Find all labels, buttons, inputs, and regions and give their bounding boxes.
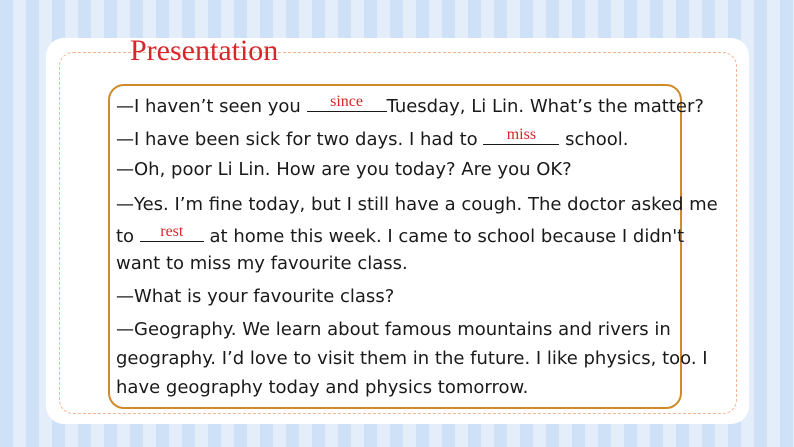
- line-5-text-before: to: [116, 226, 140, 247]
- dialogue-line-7: —What is your favourite class?: [116, 286, 395, 307]
- dialogue-line-5: [116, 221, 684, 250]
- line-1-text-after: Tuesday, Li Lin. What’s the matter?: [386, 96, 704, 117]
- dialogue-line-9: geography. I’d love to visit them in the future. I like physics, too. I: [116, 348, 708, 369]
- line-1-text-before: —I haven’t seen you: [116, 96, 307, 117]
- answer-miss: miss: [506, 126, 537, 143]
- line-2-text-before: —I have been sick for two days. I had to: [116, 129, 484, 150]
- dialogue-line-6: want to miss my favourite class.: [116, 253, 408, 274]
- dialogue-line-8: —Geography. We learn about famous mountains and rivers in: [116, 319, 671, 340]
- answer-since: since: [330, 93, 363, 110]
- dialogue-line-2: [116, 124, 629, 153]
- blank-3: [140, 221, 204, 242]
- answer-rest: rest: [160, 223, 184, 240]
- page-title: Presentation: [130, 34, 279, 67]
- dialogue-line-10: have geography today and physics tomorrow.: [116, 377, 529, 398]
- line-2-text-after: school.: [559, 129, 629, 150]
- dialogue-line-3: —Oh, poor Li Lin. How are you today? Are you OK?: [116, 159, 572, 180]
- dialogue-line-4: —Yes. I’m fine today, but I still have a cough. The doctor asked me: [116, 194, 718, 215]
- dialogue-line-1: [116, 91, 704, 120]
- blank-2: [483, 124, 559, 145]
- blank-1: [307, 91, 387, 112]
- line-5-text-after: at home this week. I came to school because I didn't: [203, 226, 685, 247]
